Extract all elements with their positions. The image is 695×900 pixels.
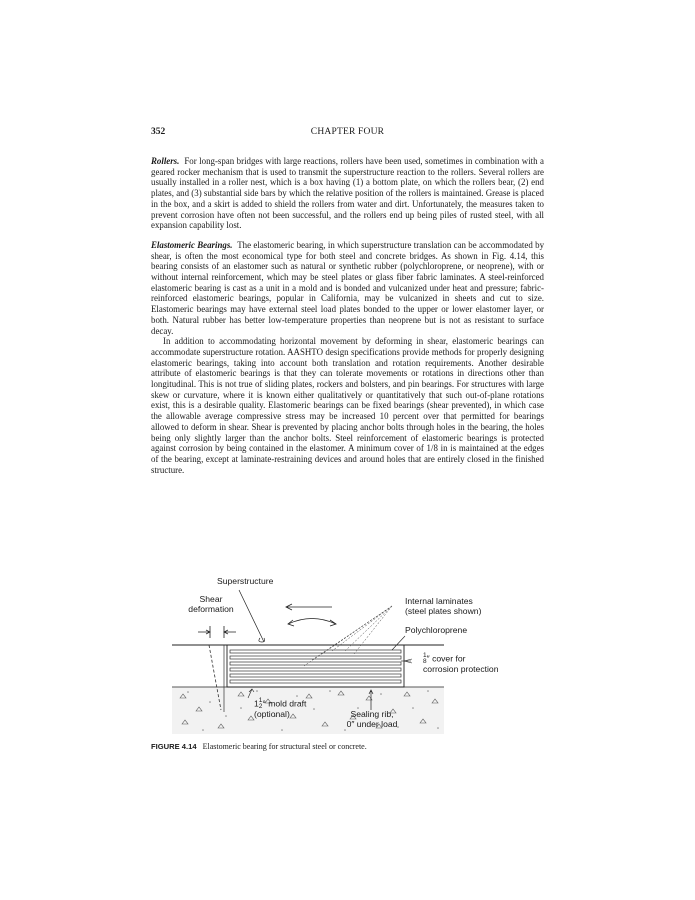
elastomeric-text: The elastomeric bearing, in which superstructure translation can be accommodated by shear, is often the most economical type for both steel and concrete bridges. As shown in Fig. 4.14, this bearing consists of an elastomer such as natural or synthetic rubber (polychloroprene, or neoprene), with or without internal reinforcement, which may be steel plates or glass fiber fabric laminates. A steel-reinforced elastomeric bearing is cast as a unit in a mold and is bonded and vulcanized under heat and pressure; fabric-reinforced elastomeric bearings, popular in California, may be vulcanized in sheets and cut to size. Elastomeric bearings may have external steel load plates bonded to the upper or lower elastomer layer, or both. Natural rubber has better low-temperature properties than neoprene but is not as resistant to surface decay. <box>151 239 545 336</box>
label-rib-line2: 0″ under load <box>346 718 398 729</box>
figure-4-14 <box>0 570 695 740</box>
caption-number: FIGURE 4.14 <box>151 742 197 751</box>
translation-arrow <box>286 604 332 610</box>
label-shear-line1: Shear <box>199 594 223 604</box>
label-superstructure: Superstructure <box>217 576 274 586</box>
rollers-heading: Rollers. <box>151 156 180 166</box>
label-draft-line2: (optional) <box>254 709 290 719</box>
label-laminates-line1: Internal laminates <box>405 596 473 606</box>
label-internal-laminates <box>405 597 481 616</box>
label-shear-deformation <box>187 595 235 614</box>
label-laminates-line2: (steel plates shown) <box>405 605 482 616</box>
elastomeric-heading: Elastomeric Bearings. <box>151 239 233 250</box>
running-head: CHAPTER FOUR <box>310 127 385 137</box>
draft-whole: 1 <box>254 698 259 709</box>
draft-fraction-num: 1 <box>258 697 263 704</box>
label-sealing-rib <box>343 710 401 729</box>
superstructure-leader <box>239 590 265 642</box>
cover-line1-text: cover for <box>432 653 466 664</box>
cover-inch-mark: ″ <box>426 653 430 664</box>
rotation-arrow <box>288 619 336 625</box>
body-text <box>151 156 544 475</box>
draft-rest: ° mold draft <box>262 698 307 709</box>
elastomeric-paragraph <box>151 240 544 336</box>
label-rib-line1: Sealing rib, <box>350 709 394 719</box>
concrete-substrate <box>172 687 444 734</box>
label-cover <box>423 653 498 675</box>
cover-fraction-den: 8 <box>423 658 427 665</box>
label-shear-line2: deformation <box>188 603 234 614</box>
label-polychloroprene: Polychloroprene <box>405 625 468 635</box>
label-cover-line2: corrosion protection <box>423 664 499 674</box>
caption-text: Elastomeric bearing for structural steel or concrete. <box>202 742 367 751</box>
rollers-text: For long-span bridges with large reactions, rollers have been used, sometimes in combination with a geared rocker mechanism that is used to transmit the superstructure reaction to the rollers. Several rollers are usually installed in a roller nest, which is a box having (1) a bottom plate, on which the rollers bear, (2) end plates, and (3) substantial side bars by which the relative position of the rollers is maintained. Grease is placed in the box, and a skirt is added to shield the rollers from water and dirt. Unfortunately, the measures taken to prevent corrosion have often not been successful, and the rollers end up being piles of rusted steel, with all expansion capability lost. <box>151 156 544 231</box>
figure-caption <box>151 742 544 751</box>
page-number: 352 <box>151 127 166 137</box>
elastomeric-paragraph-2: In addition to accommodating horizontal movement by deforming in shear, elastomeric bearings can accommodate superstructure rotation. AASHTO design specifications provide methods for properly designing elastomeric bearings, taking into account both translation and rotation requirements. Another desirable attribute of elastomeric bearings is that they can tolerate movements or rotations in directions other than longitudinal. This is not true of sliding plates, rockers and bolsters, and pin bearings. For structures with large skew or curvature, where it is known either qualitatively or quantitatively that such out-of-plane rotations exist, this is a desirable quality. Elastomeric bearings can be fixed bearings (shear prevented), in which case the allowable average compressive stress may be increased 10 percent over that permitted for bearings allowed to deform in shear. Shear is prevented by placing anchor bolts through holes in the bearing, the holes being only slightly larger than the anchor bolts. Steel reinforcement of elastomeric bearings is protected against corrosion by being contained in the elastomer. A minimum cover of 1/8 in is maintained at the edges of the bearing, except at laminate-restraining devices and around holes that are entirely closed in the finished structure. <box>151 336 544 475</box>
draft-fraction-den: 2 <box>258 703 263 710</box>
shear-left-arrow <box>198 630 210 634</box>
cover-fraction-num: 1 <box>423 652 427 659</box>
rollers-paragraph <box>151 156 544 231</box>
label-mold-draft <box>254 698 306 720</box>
page-header <box>151 127 544 139</box>
shear-right-arrow <box>224 630 236 634</box>
